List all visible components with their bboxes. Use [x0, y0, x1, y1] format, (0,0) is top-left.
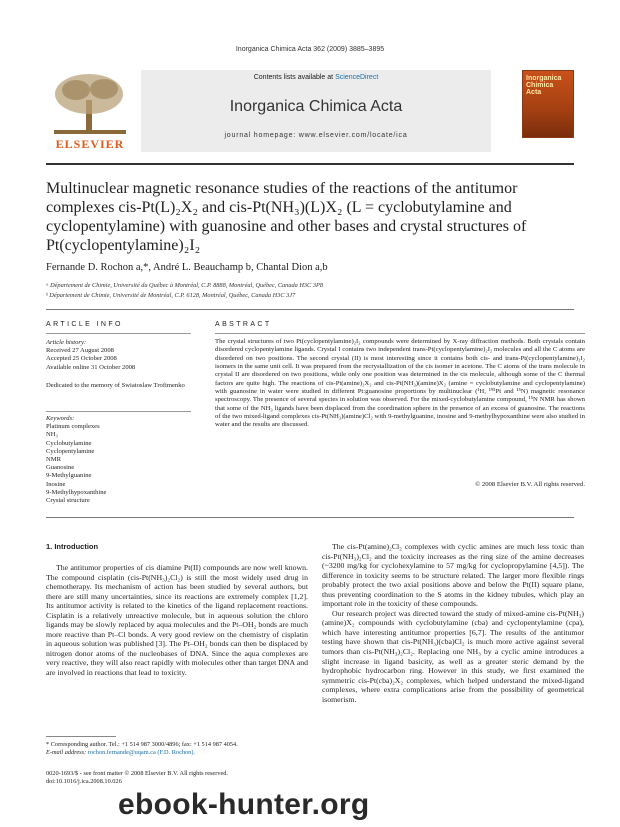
authors: Fernande D. Rochon a,*, André L. Beauchamp b, Chantal Dion a,b	[46, 262, 328, 273]
dedication: Dedicated to the memory of Swiatoslaw Trofimenko	[46, 382, 185, 389]
journal-homepage[interactable]: journal homepage: www.elsevier.com/locate/ica	[224, 132, 408, 139]
header-rule	[46, 163, 574, 165]
elsevier-tree-icon	[46, 72, 134, 136]
abstract-heading: ABSTRACT	[215, 321, 272, 328]
right-column	[322, 542, 584, 704]
keyword: 9-Methylhypoxanthine	[46, 488, 107, 496]
issn-line: 0020-1693/$ - see front matter © 2008 Elsevier B.V. All rights reserved.	[46, 770, 228, 777]
keyword: Inosine	[46, 480, 66, 488]
journal-header	[46, 70, 574, 160]
paragraph: The antitumor properties of cis diamine Pt(II) compounds are now well known. The compound cisplatin (cis-Pt(NH₃)₂Cl₂) is still the most widely used drug in chemotherapy. Its mechanism of action has been studied by several authors, but there are still many uncertainties, since its reactions are extremely complex [1,2]. Its antitumor activity is related to the kinetics of the ligand replacement reactions. Cisplatin is a relatively unreactive molecule, but in aqueous solution the chloro ligands may be slowly replaced by aqua molecules and the Pt–OH₂ bonds are much more reactive than Pt–Cl bonds. A very good review on the chemistry of cisplatin in aqueous solution was published [3]. The Pt–OH₂ bonds can then be displaced by nitrogen donor atoms of the nucleobases of DNA. Since the aqua complexes are very reactive, they will also react rapidly with molecules other than target DNA and are involved in reactions that lead to toxicity.	[46, 563, 308, 678]
email-link[interactable]: rochon.fernande@uqam.ca (F.D. Rochon).	[87, 749, 195, 756]
journal-cover-thumbnail	[522, 70, 574, 138]
contents-prefix: Contents lists available at	[253, 74, 334, 81]
journal-banner	[141, 70, 491, 152]
body-rule	[46, 517, 574, 518]
keyword: Crystal structure	[46, 497, 90, 505]
paragraph: The cis-Pt(amine)₂Cl₂ complexes with cyclic amines are much less toxic than cis-Pt(NH₃)₂Cl₂ and the toxicity increases as the ring size of the amine decreases (~3200 mg/kg for cyclohexylamine to 57 mg/kg for cyclopropylamine [4,5]). The difference in toxicity seems to be structure related. The larger more flexible rings probably protect the two axial positions above and below the Pt(II) square plane, thus preventing coordination to the S atoms in the kidney tubules, which play an important role in the toxicity of these compounds.	[322, 542, 584, 609]
history-label: Article history:	[46, 339, 87, 346]
left-column	[46, 563, 308, 678]
watermark: ebook-hunter.org	[118, 788, 370, 821]
section-rule	[46, 309, 574, 310]
journal-name: Inorganica Chimica Acta	[229, 98, 403, 115]
sciencedirect-link[interactable]: ScienceDirect	[335, 74, 379, 81]
keyword: 9-Methylguanine	[46, 472, 92, 480]
online-date: Available online 31 October 2008	[46, 363, 136, 371]
keyword: NH₃	[46, 431, 58, 439]
keywords-label: Keywords:	[46, 415, 75, 422]
article-history	[46, 339, 191, 372]
keywords-rule	[46, 411, 191, 412]
article-title: Multinuclear magnetic resonance studies of the reactions of the antitumor complexes cis-Pt(L)₂X₂ and cis-Pt(NH₃)(L)X₂ (L = cyclobutylamine and cyclopentylamine) with guanosine and other bases and crystal structures of Pt(cyclopentylamine)₂I₂	[46, 180, 527, 254]
article-info-heading: ARTICLE INFO	[46, 321, 123, 328]
corresponding-author: * Corresponding author. Tel.: +1 514 987 3000/4896; fax: +1 514 987 4054.	[46, 741, 238, 748]
keyword: Platinum complexes	[46, 423, 100, 431]
keywords-block	[46, 415, 191, 505]
footnote-rule	[46, 736, 116, 737]
elsevier-logo	[46, 72, 134, 152]
article-info-rule	[46, 333, 191, 334]
contents-line	[141, 74, 491, 81]
front-matter	[46, 770, 228, 786]
received-date: Received 27 August 2008	[46, 347, 114, 355]
affiliation-a: ᵃ Département de Chimie, Université du Québec à Montréal, C.P. 8888, Montréal, Québec, Canada H3C 3P8	[46, 282, 323, 289]
section-heading: 1. Introduction	[46, 542, 99, 551]
keyword: Cyclobutylamine	[46, 439, 92, 447]
copyright: © 2008 Elsevier B.V. All rights reserved.	[475, 481, 585, 488]
keyword: NMR	[46, 456, 62, 464]
cover-title: Inorganica Chimica Acta	[526, 75, 562, 96]
abstract-rule	[215, 333, 585, 334]
paragraph: Our research project was directed toward the study of mixed-amine cis-Pt(NH₃)(amine)X₂ compounds with cyclobutylamine (cba) and cyclopentylamine (cpa), which have interesting antitumor properties [6,7]. The results of the antitumor testing have shown that cis-Pt(NH₃)(cba)Cl₂ is much more active against several tumors than cis-Pt(NH₃)₂Cl₂. Replacing one NH₃ by a cyclic amine introduces a slight increase in ligand basicity, as well as a greater steric demand by the hydrophobic hydrocarbon ring. However in this study, we first examined the symmetric cis-Pt(cba)₂X₂ complexes, which helped understand the mixed-ligand complexes, where extra complications arise from the possibility of geometrical isomerism.	[322, 608, 584, 704]
publisher-name: ELSEVIER	[55, 137, 125, 151]
email-label: E-mail address:	[46, 749, 87, 756]
running-head: Inorganica Chimica Acta 362 (2009) 3885–3895	[235, 46, 385, 53]
footnote	[46, 741, 316, 757]
keyword: Guanosine	[46, 464, 75, 472]
affiliation-b: ᵇ Département de Chimie, Université de Montréal, C.P. 6128, Montréal, Québec, Canada H3C 3J7	[46, 292, 296, 299]
accepted-date: Accepted 25 October 2008	[46, 355, 117, 363]
doi-line[interactable]: doi:10.1016/j.ica.2008.10.026	[46, 778, 122, 785]
keyword: Cyclopentylamine	[46, 447, 95, 455]
abstract-text: The crystal structures of two Pt(cyclopentylamine)₂I₂ compounds were determined by X-ray diffraction methods. Both crystals contain disordered cyclopentylamine ligands. Crystal I contains two independent trans-Pt(cyclopentylamine)₂I₂ molecules and all the C atoms are disordered on two positions. The second crystal (II) is most interesting since it contains both cis- and trans-Pt(cyclopentylamine)₂I₂ isomers in the same unit cell. It was prepared from the recrystallization of the cis isomer in acetone. The C atoms of the trans molecule in crystal II are disordered on two positions, while only one position was determined in the cis molecule, although some of the C thermal factors are quite high. The reactions of cis-Pt(amine)₂X₂ and cis-Pt(NH₃)(amine)X₂ (amine = cyclobutylamine and cyclopentylamine) with guanosine in water were studied in different Pt:guanosine proportions by multinuclear (¹H, ¹⁹⁵Pt and ¹⁵N) magnetic resonance spectroscopy. The presence of several species in solution was observed. For the mixed-cyclobutylamine compound, ¹⁵N NMR has shown that some of the NH₃ ligands have been displaced from the coordination sphere in the presence of an excess of guanosine. The reactions of the two mixed-ligand complexes cis-Pt(NH₃)(amine)Cl₂ with 9-methylguanine, inosine and 9-methylhypoxanthine were also studied in water and the results are discussed.	[215, 338, 585, 429]
